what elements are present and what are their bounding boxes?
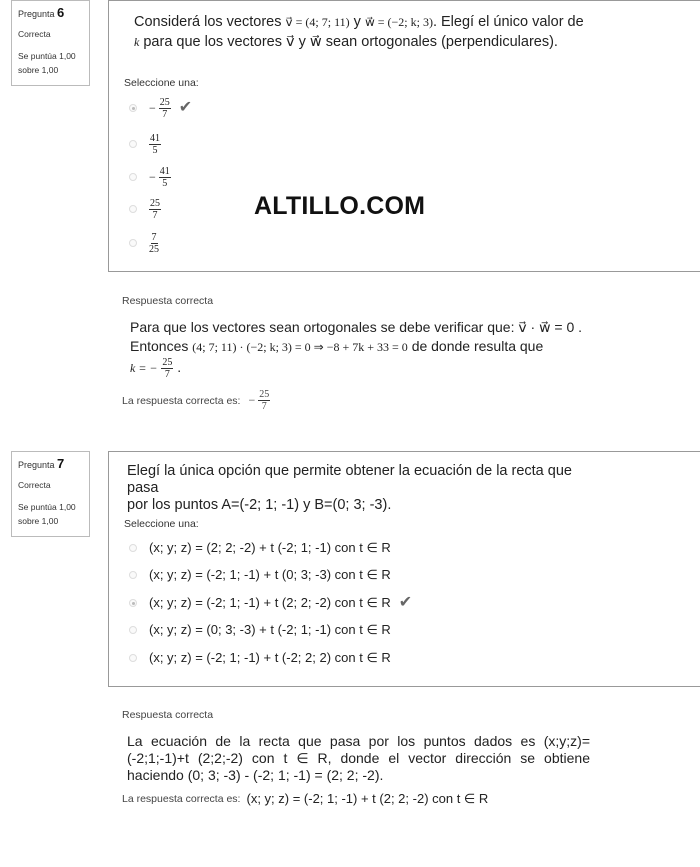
- select-label: Seleccione una:: [124, 518, 199, 530]
- question-box-7: [108, 451, 700, 687]
- vector-w: w⃗ = (−2; k; 3): [364, 15, 433, 29]
- fraction: $\frac{25}{7}$: [159, 96, 170, 120]
- answer-option[interactable]: (x; y; z) = (2; 2; -2) + t (-2; 1; -1) con t ∈ R: [129, 534, 391, 562]
- radio-button[interactable]: [129, 239, 137, 247]
- fraction: $\frac{7}{25}$: [149, 231, 159, 255]
- radio-button[interactable]: [129, 205, 137, 213]
- answer-option[interactable]: (x; y; z) = (-2; 1; -1) + t (0; 3; -3) con t ∈ R: [129, 561, 391, 589]
- fraction: $\frac{25}{7}$: [162, 357, 173, 380]
- radio-button[interactable]: [129, 654, 137, 662]
- checkmark-icon: ✔: [178, 99, 193, 116]
- radio-button[interactable]: [129, 104, 137, 112]
- answer-option[interactable]: − $\frac{41}{5}$: [129, 163, 171, 191]
- question-label: Pregunta: [18, 9, 55, 19]
- radio-button[interactable]: [129, 173, 137, 181]
- vector-v: v⃗ = (4; 7; 11): [285, 15, 350, 29]
- feedback-label: Respuesta correcta: [122, 709, 214, 721]
- checkmark-icon: ✔: [398, 594, 413, 611]
- answer-option[interactable]: (x; y; z) = (-2; 1; -1) + t (-2; 2; 2) con t ∈ R: [129, 644, 391, 672]
- right-answer: La respuesta correcta es: − $\frac{25}{7}$: [122, 389, 270, 412]
- question-number: 6: [57, 5, 65, 20]
- answer-option[interactable]: (x; y; z) = (0; 3; -3) + t (-2; 1; -1) con t ∈ R: [129, 616, 391, 644]
- feedback-label: Respuesta correcta: [122, 295, 214, 307]
- fraction: $\frac{25}{7}$: [150, 197, 160, 221]
- question-text: Considerá los vectores v⃗ = (4; 7; 11) y w⃗ = (−2; k; 3). Elegí el único valor de k para que los vectores v⃗ y w⃗ sean ortogonales (perpendiculares).: [134, 14, 584, 50]
- feedback-text: La ecuación de la recta que pasa por los puntos dados es (x;y;z)=(-2;1;-1)+t (2;2;-2) con t ∈ R, donde el vector dirección se obtiene haciendo (0; 3; -3) - (-2; 1; -1) = (2; 2; -2).: [127, 733, 590, 783]
- question-grade: Se puntúa 1,00 sobre 1,00: [18, 502, 76, 526]
- fraction: $\frac{25}{7}$: [259, 389, 270, 412]
- radio-button[interactable]: [129, 140, 137, 148]
- question-state: Correcta: [18, 480, 51, 490]
- radio-button[interactable]: [129, 544, 137, 552]
- answer-option[interactable]: (x; y; z) = (-2; 1; -1) + t (2; 2; -2) con t ∈ R ✔: [129, 589, 412, 617]
- right-answer: La respuesta correcta es: (x; y; z) = (-2; 1; -1) + t (2; 2; -2) con t ∈ R: [122, 791, 489, 806]
- radio-button[interactable]: [129, 626, 137, 634]
- fraction: $\frac{41}{5}$: [159, 165, 170, 189]
- question-grade: Se puntúa 1,00 sobre 1,00: [18, 51, 76, 75]
- watermark: ALTILLO.COM: [254, 192, 426, 220]
- question-info-6: [11, 0, 90, 86]
- question-info-7: [11, 451, 90, 537]
- answer-option[interactable]: [129, 195, 161, 223]
- question-label: Pregunta: [18, 460, 55, 470]
- feedback-text: Para que los vectores sean ortogonales se debe verificar que: v⃗ · w⃗ = 0 . Entonces (4; 7; 11) · (−2; k; 3) = 0 ⇒ −8 + 7k + 33 = 0 de donde resulta que k = − $\frac{25}{7}$ .: [130, 319, 583, 380]
- radio-button[interactable]: [129, 599, 137, 607]
- radio-button[interactable]: [129, 571, 137, 579]
- question-number: 7: [57, 456, 65, 471]
- fraction: $\frac{41}{5}$: [150, 132, 160, 156]
- answer-option[interactable]: [129, 229, 159, 257]
- select-label: Seleccione una:: [124, 77, 199, 89]
- answer-option[interactable]: − $\frac{25}{7}$ ✔: [129, 94, 192, 122]
- question-box-6: [108, 0, 700, 272]
- answer-option[interactable]: [129, 130, 161, 158]
- question-state: Correcta: [18, 29, 51, 39]
- question-text: Elegí la única opción que permite obtener la ecuación de la recta que pasa por los puntos A=(-2; 1; -1) y B=(0; 3; -3).: [127, 463, 572, 513]
